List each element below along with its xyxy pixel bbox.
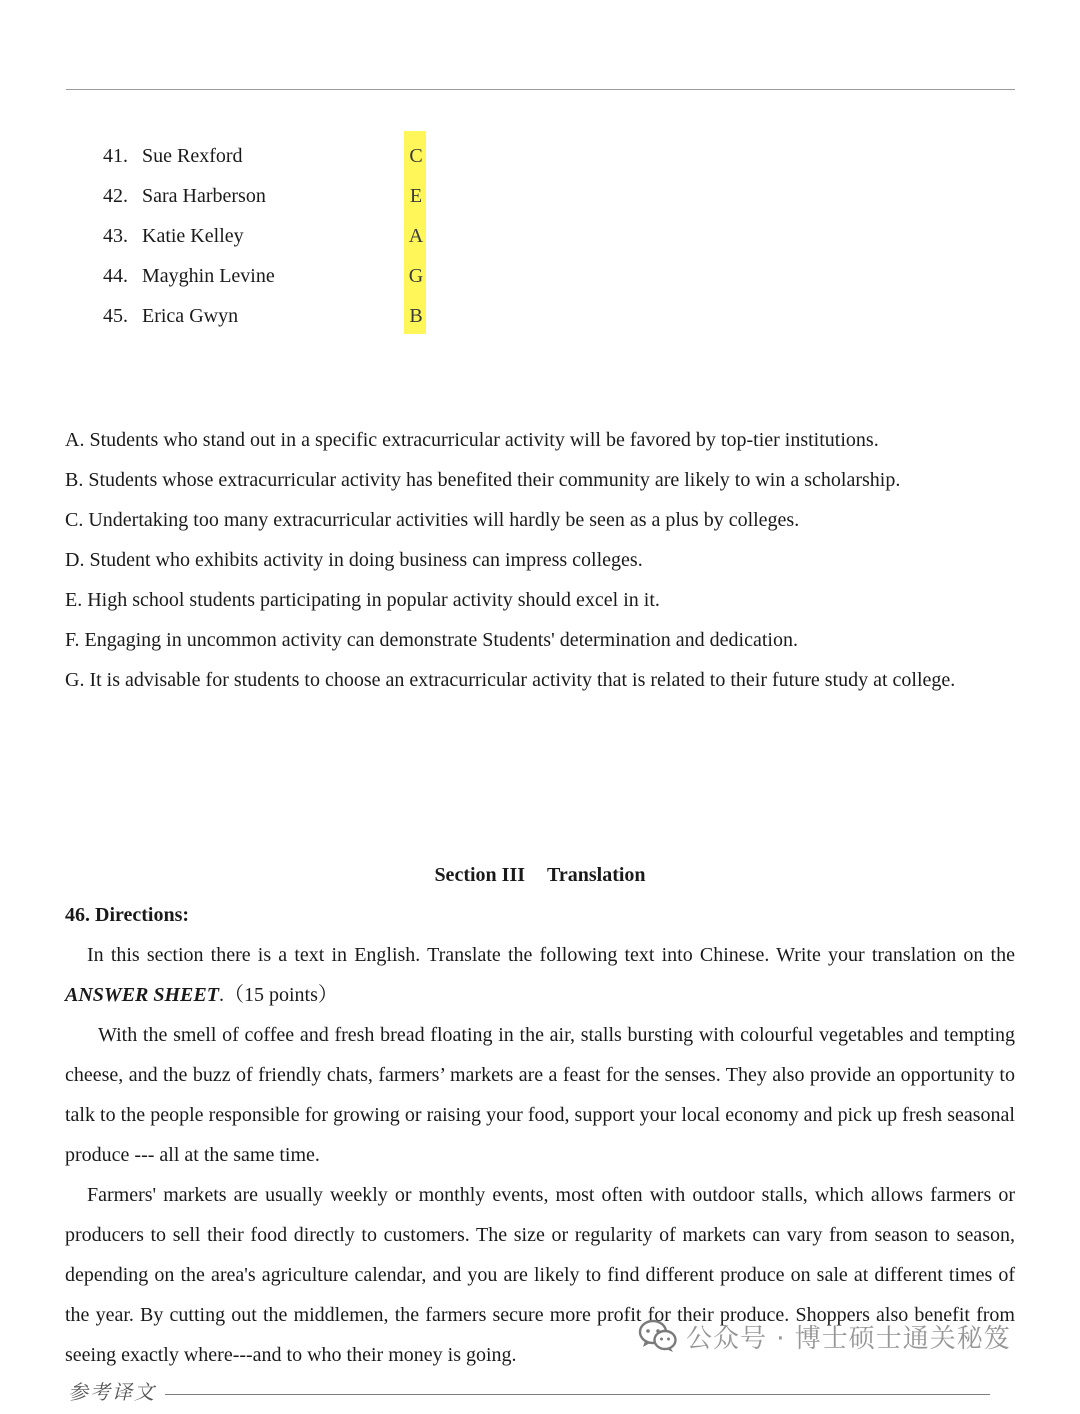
watermark <box>638 1316 1011 1356</box>
directions-text <box>65 935 1015 1015</box>
answer-letter: B <box>409 305 423 327</box>
person-name: Sara Harberson <box>142 185 266 207</box>
option-c: C. Undertaking too many extracurricular activities will hardly be seen as a plus by colleges. <box>65 509 800 531</box>
question-number: 42. <box>103 185 128 207</box>
wechat-icon <box>638 1319 678 1353</box>
section-part: Section III <box>434 864 526 886</box>
option-list <box>65 420 1015 700</box>
directions-heading: 46. Directions: <box>65 904 190 926</box>
answer-sheet-emphasis: ANSWER SHEET <box>65 984 219 1006</box>
person-name: Katie Kelley <box>142 225 244 247</box>
section-title <box>0 860 1080 890</box>
answer-letter: A <box>408 225 424 247</box>
question-number: 44. <box>103 265 128 287</box>
directions-text-before: In this section there is a text in English. Translate the following text into Chinese. Write your translation on the <box>87 944 1015 966</box>
answer-letter: G <box>408 265 424 287</box>
watermark-text: 公众号 · 博士硕士通关秘笈 <box>686 1323 1011 1354</box>
option-a: A. Students who stand out in a specific extracurricular activity will be favored by top-tier institutions. <box>65 429 879 451</box>
person-name: Sue Rexford <box>142 145 243 167</box>
option-g: G. It is advisable for students to choose an extracurricular activity that is related to their future study at college. <box>65 669 956 691</box>
matching-row <box>103 220 443 260</box>
header-divider <box>66 89 1015 90</box>
person-name: Erica Gwyn <box>142 305 239 327</box>
option-b: B. Students whose extracurricular activity has benefited their community are likely to win a scholarship. <box>65 469 901 491</box>
matching-row <box>103 180 443 220</box>
matching-row <box>103 260 443 300</box>
body-text <box>65 935 1015 1375</box>
section-name: Translation <box>547 864 646 886</box>
person-name: Mayghin Levine <box>142 265 275 287</box>
question-number: 43. <box>103 225 128 247</box>
question-number: 45. <box>103 305 128 327</box>
matching-row <box>103 140 443 180</box>
matching-row <box>103 300 443 340</box>
option-d: D. Student who exhibits activity in doing business can impress colleges. <box>65 549 643 571</box>
question-number: 41. <box>103 145 128 167</box>
footer-divider <box>165 1394 990 1395</box>
answer-letter: C <box>409 145 423 167</box>
passage-paragraph-1: With the smell of coffee and fresh bread floating in the air, stalls bursting with colourful vegetables and tempting cheese, and the buzz of friendly chats, farmers’ markets are a feast for the senses. They also provide an opportunity to talk to the people responsible for growing or raising your food, support your local economy and pick up fresh seasonal produce --- all at the same time. <box>65 1024 1015 1166</box>
directions-text-after: .（15 points） <box>218 984 338 1006</box>
answer-letter: E <box>409 185 423 207</box>
matching-list <box>103 140 443 340</box>
option-f: F. Engaging in uncommon activity can demonstrate Students' determination and dedication. <box>65 629 798 651</box>
footer-label: 参考译文 <box>68 1380 156 1404</box>
option-e: E. High school students participating in popular activity should excel in it. <box>65 589 660 611</box>
passage-paragraph-2: Farmers' markets are usually weekly or monthly events, most often with outdoor stalls, which allows farmers or producers to sell their food directly to customers. The size or regularity of markets can vary from season to season, depending on the area's agriculture calendar, and you are likely to find different produce on sale at different times of the year. By cutting out the middlemen, the farmers secure more profit for their produce. Shoppers also benefit from seeing exactly where---and to who their money is going. <box>65 1184 1015 1366</box>
